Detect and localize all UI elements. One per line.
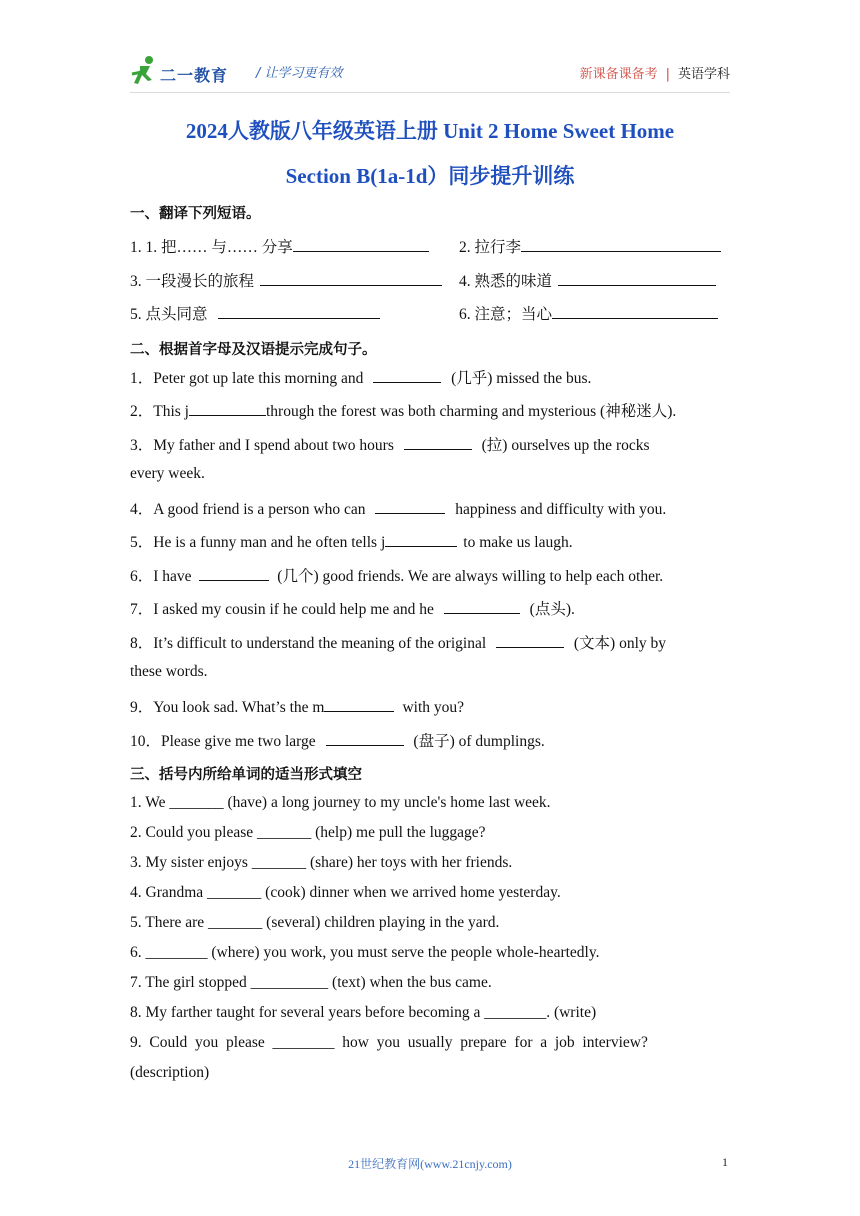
- sentence-4: [130, 497, 666, 519]
- sentence-2: [130, 399, 676, 421]
- sentence-text: 3．My father and I spend about two hours: [130, 437, 394, 454]
- fill-item-7: 7. The girl stopped __________ (text) when the bus came.: [130, 974, 492, 991]
- sentence-text: happiness and difficulty with you.: [455, 501, 667, 518]
- sentence-6: [130, 564, 663, 586]
- fill-item-5: 5. There are _______ (several) children playing in the yard.: [130, 914, 500, 931]
- phrase-item: 2. 拉行李: [459, 239, 522, 256]
- sentence-text: (盘子) of dumplings.: [413, 733, 545, 750]
- section-3-heading: 三、括号内所给单词的适当形式填空: [130, 767, 362, 783]
- answer-blank[interactable]: [324, 695, 394, 712]
- answer-blank[interactable]: [385, 530, 457, 547]
- sentence-8-cont: [130, 663, 208, 681]
- sentence-text: these words.: [130, 663, 208, 680]
- sentence-text: (文本) only by: [573, 635, 667, 652]
- fill-item-2: 2. Could you please _______ (help) me pull the luggage?: [130, 824, 486, 841]
- sentence-text: (几个) good friends. We are always willing to help each other.: [277, 568, 664, 585]
- sentence-5: [130, 530, 573, 552]
- sentence-7: [130, 597, 575, 619]
- header-subject-label: 英语学科: [677, 67, 730, 82]
- phrase-item: 5. 点头同意: [130, 306, 208, 323]
- sentence-text: 9．You look sad. What’s the m: [130, 699, 325, 716]
- header-subject: [580, 63, 730, 82]
- phrase-row-3b: [459, 302, 718, 324]
- answer-blank[interactable]: [326, 729, 404, 746]
- footer-source: 21世纪教育网(www.21cnjy.com): [348, 1157, 512, 1171]
- sentence-text: to make us laugh.: [463, 534, 573, 551]
- runner-icon: [130, 54, 160, 88]
- header-separator: |: [665, 67, 670, 82]
- answer-blank[interactable]: [558, 269, 716, 286]
- sentence-1: [130, 366, 591, 388]
- phrase-item: 1. 1. 把…… 与…… 分享: [130, 239, 293, 256]
- fill-item-1: 1. We _______ (have) a long journey to my uncle's home last week.: [130, 794, 551, 811]
- fill-item-9: 9. Could you please ________ how you usually prepare for a job interview?: [130, 1034, 648, 1051]
- answer-blank[interactable]: [293, 235, 429, 252]
- sentence-text: (拉) ourselves up the rocks: [481, 437, 650, 454]
- sentence-text: 4．A good friend is a person who can: [130, 501, 366, 518]
- page-header: [130, 54, 730, 94]
- answer-blank[interactable]: [373, 366, 441, 383]
- sentence-text: 6．I have: [130, 568, 192, 585]
- answer-blank[interactable]: [444, 597, 520, 614]
- answer-blank[interactable]: [260, 269, 442, 286]
- phrase-row-2: [130, 269, 442, 291]
- sentence-text: 2．This j: [130, 403, 189, 420]
- sentence-10: [130, 729, 545, 751]
- sentence-text: 5．He is a funny man and he often tells j: [130, 534, 386, 551]
- answer-blank[interactable]: [496, 631, 564, 648]
- header-course: 新课备课备考: [579, 67, 658, 82]
- page-subtitle: Section B(1a-1d）同步提升训练: [285, 164, 575, 188]
- sentence-3: [130, 433, 650, 455]
- fill-item-4: 4. Grandma _______ (cook) dinner when we arrived home yesterday.: [130, 884, 561, 901]
- answer-blank[interactable]: [189, 399, 266, 416]
- sentence-text: through the forest was both charming and mysterious (神秘迷人).: [266, 403, 677, 420]
- sentence-text: 10．Please give me two large: [130, 733, 316, 750]
- section-1-heading: 一、翻译下列短语。: [130, 206, 261, 222]
- sentence-9: [130, 695, 464, 717]
- fill-item-8: 8. My farther taught for several years before becoming a ________. (write): [130, 1004, 597, 1021]
- sentence-text: 8．It’s difficult to understand the meaning of the original: [130, 635, 487, 652]
- phrase-row-2b: [459, 269, 716, 291]
- fill-item-6: 6. ________ (where) you work, you must serve the people whole-heartedly.: [130, 944, 600, 961]
- page-number: 1: [722, 1155, 728, 1169]
- sentence-text: 7．I asked my cousin if he could help me and he: [130, 601, 434, 618]
- fill-item-3: 3. My sister enjoys _______ (share) her toys with her friends.: [130, 854, 513, 871]
- answer-blank[interactable]: [375, 497, 445, 514]
- logo-text: 二一教育: [160, 66, 229, 85]
- phrase-item: 4. 熟悉的味道: [459, 273, 553, 290]
- answer-blank[interactable]: [199, 564, 269, 581]
- page-title: 2024人教版八年级英语上册 Unit 2 Home Sweet Home: [185, 119, 675, 143]
- slogan: / 让学习更有效: [256, 66, 343, 81]
- logo: [130, 54, 245, 88]
- sentence-text: 1．Peter got up late this morning and: [130, 370, 364, 387]
- sentence-3-cont: [130, 465, 205, 483]
- phrase-row-1: [130, 235, 429, 257]
- phrase-item: 3. 一段漫长的旅程: [130, 273, 255, 290]
- phrase-item: 6. 注意；当心: [459, 306, 553, 323]
- fill-item-9-cont: (description): [130, 1064, 210, 1081]
- sentence-8: [130, 631, 666, 653]
- phrase-row-3: [130, 302, 380, 324]
- phrase-row-1b: [459, 235, 721, 257]
- sentence-text: every week.: [130, 465, 205, 482]
- header-divider: [130, 92, 730, 93]
- answer-blank[interactable]: [552, 302, 718, 319]
- sentence-text: with you?: [402, 699, 465, 716]
- answer-blank[interactable]: [521, 235, 721, 252]
- answer-blank[interactable]: [404, 433, 472, 450]
- sentence-text: (点头).: [529, 601, 575, 618]
- sentence-text: (几乎) missed the bus.: [451, 370, 592, 387]
- answer-blank[interactable]: [218, 302, 380, 319]
- section-2-heading: 二、根据首字母及汉语提示完成句子。: [130, 342, 377, 358]
